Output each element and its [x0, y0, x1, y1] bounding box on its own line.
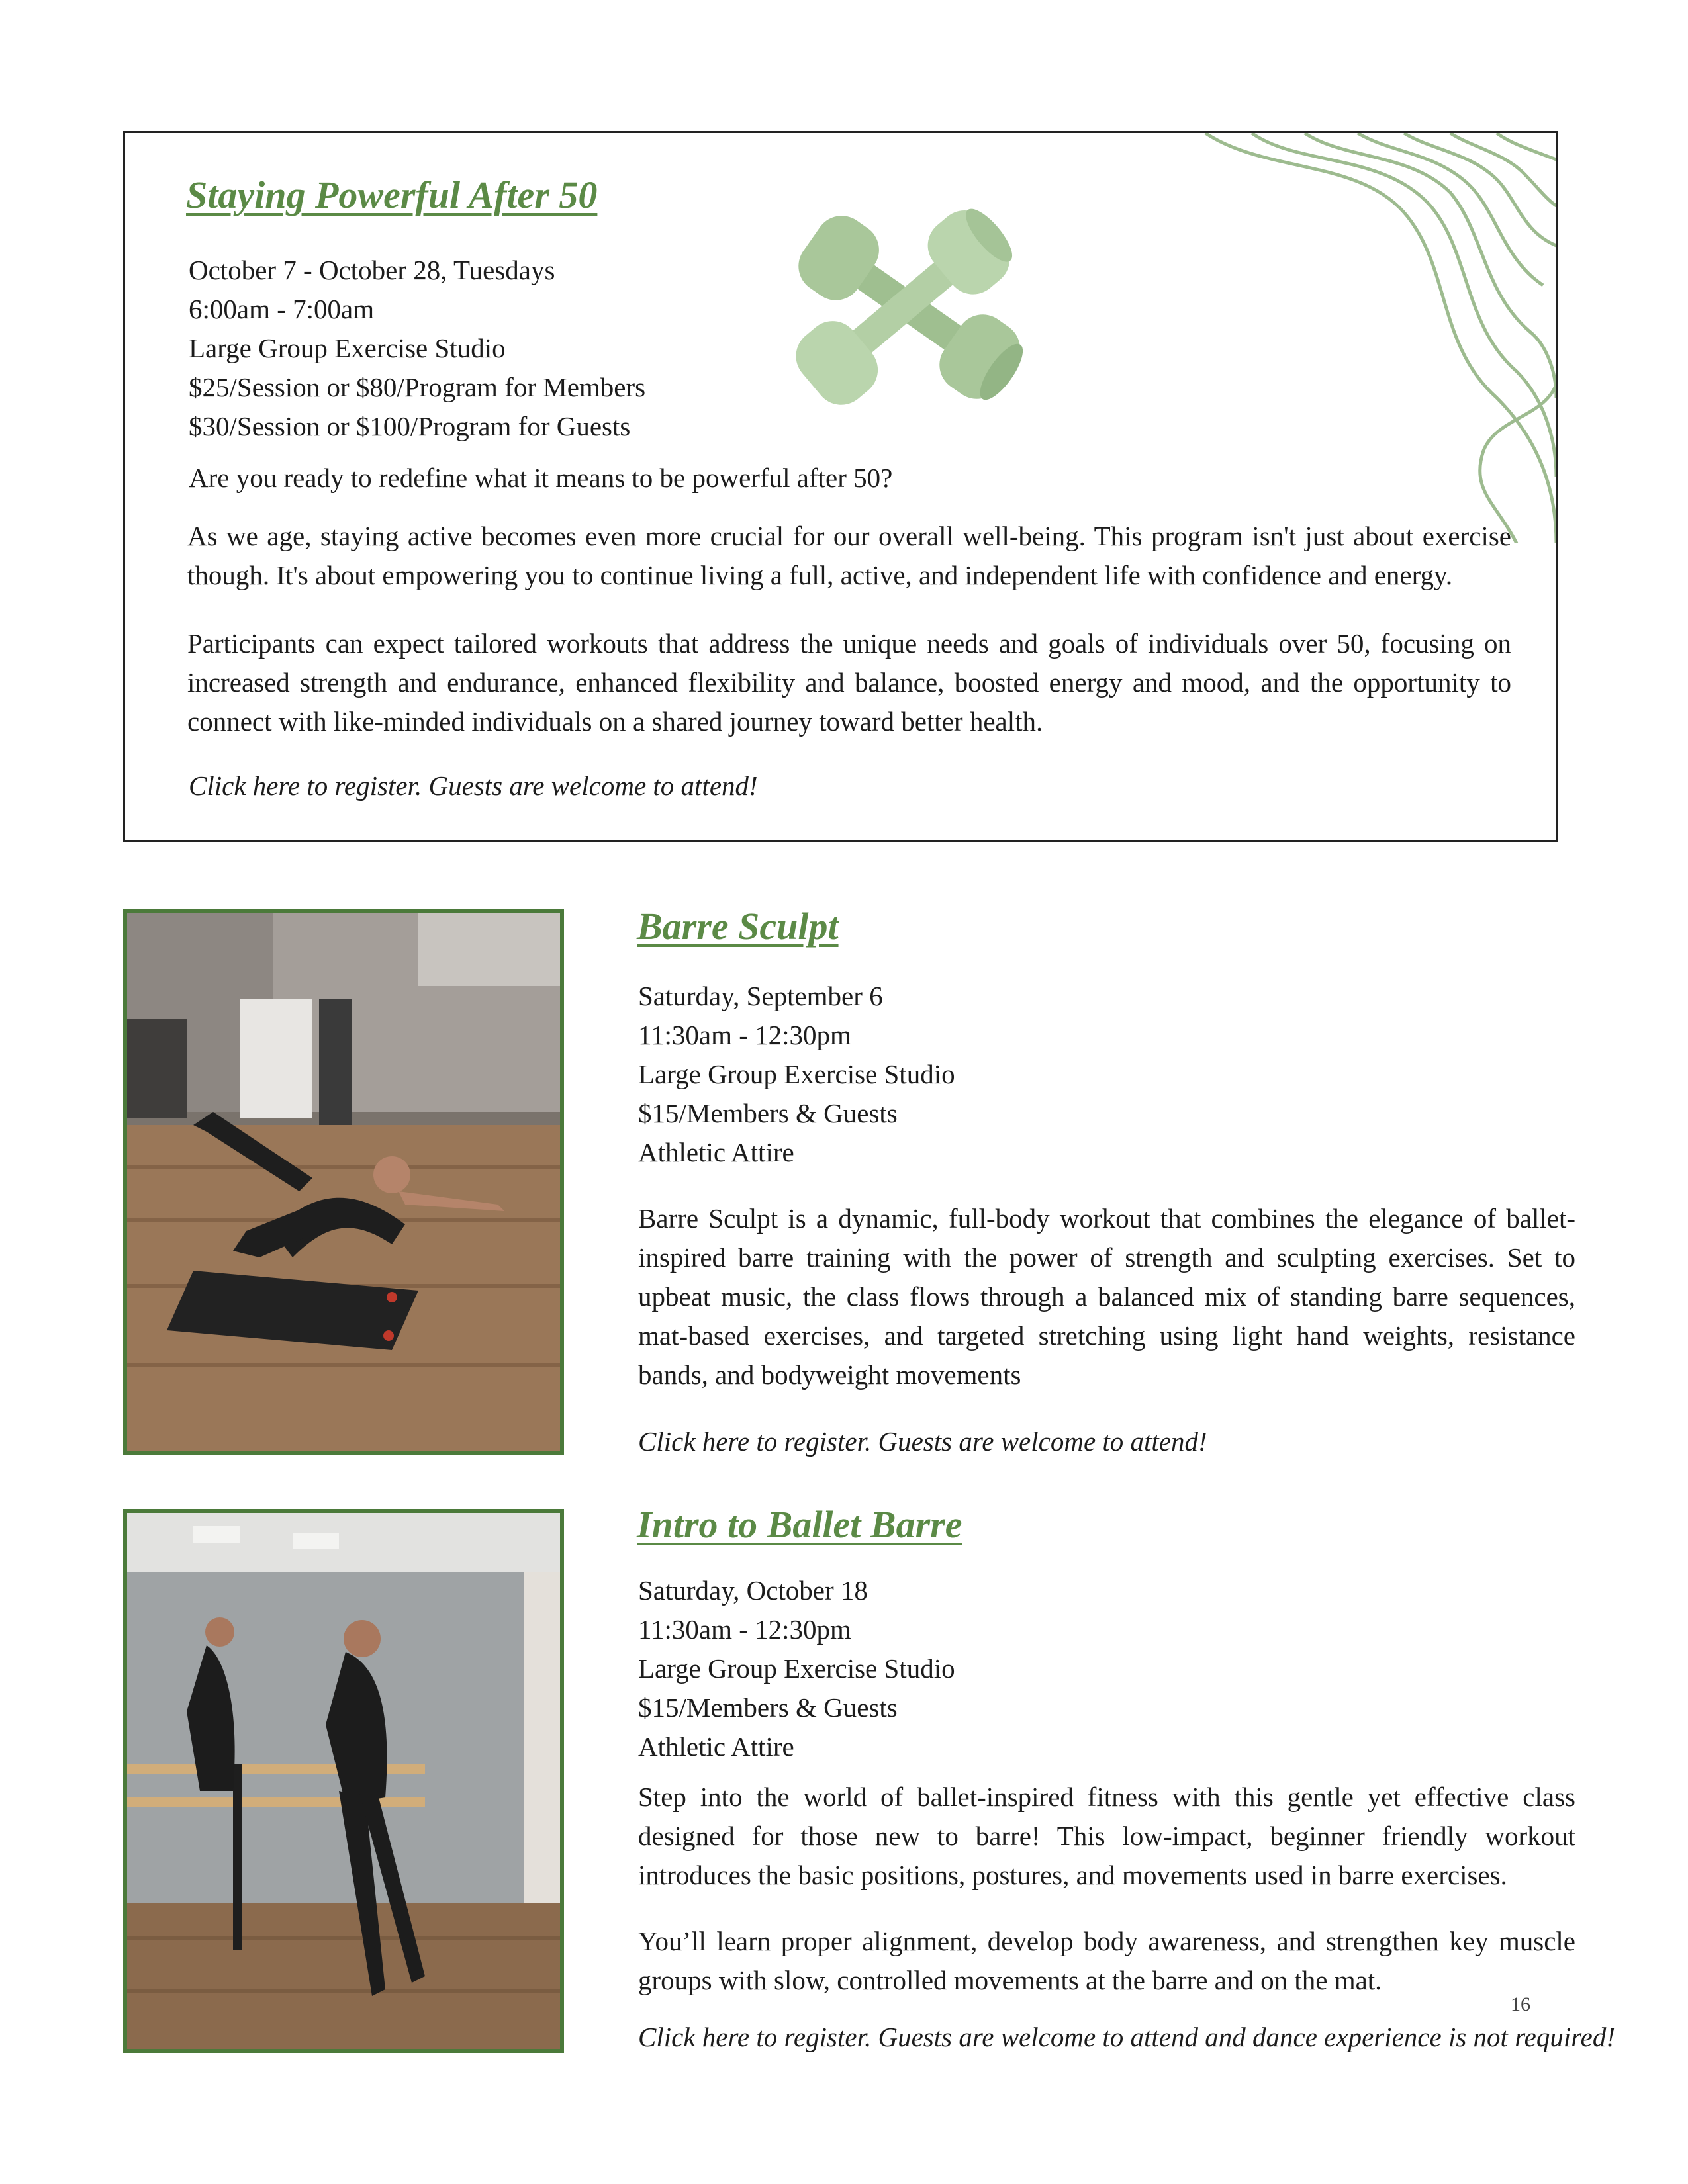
program-description: Barre Sculpt is a dynamic, full-body workout that combines the elegance of ballet-inspired barre training with the power of strength and sculpting exercises. Set to upbeat music, the class flows through a balanced mix of standing barre sequences, mat-based exercises, and targeted stretching using light hand weights, resistance bands, and bodyweight movements [638, 1203, 1575, 1390]
program-date: October 7 - October 28, Tuesdays [189, 255, 555, 285]
topographic-lines-decoration [1186, 133, 1556, 543]
photo-image [127, 1513, 560, 2049]
program-intro: Are you ready to redefine what it means to be powerful after 50? [189, 463, 893, 493]
program-date: Saturday, September 6 [638, 981, 883, 1011]
program-time: 6:00am - 7:00am [189, 294, 375, 324]
program-time: 11:30am - 12:30pm [638, 1020, 851, 1050]
program-description: You’ll learn proper alignment, develop body awareness, and strengthen key muscle groups with slow, controlled movements at the barre and on the mat. [638, 1926, 1575, 1995]
program-attire: Athletic Attire [638, 1731, 794, 1762]
program-price-members: $25/Session or $80/Program for Members [189, 372, 646, 402]
program-location: Large Group Exercise Studio [638, 1653, 955, 1684]
program-price: $15/Members & Guests [638, 1692, 898, 1723]
program-details [638, 1571, 955, 1766]
page-number: 16 [1511, 1993, 1530, 2015]
program-details [638, 977, 955, 1172]
photo-image [127, 913, 560, 1451]
register-link[interactable]: Click here to register. Guests are welcome to attend and dance experience is not required! [638, 2022, 1615, 2052]
ballet-barre-photo [123, 1509, 564, 2053]
program-price: $15/Members & Guests [638, 1098, 898, 1128]
program-location: Large Group Exercise Studio [189, 333, 506, 363]
register-link[interactable]: Click here to register. Guests are welcome to attend! [189, 770, 758, 801]
barre-sculpt-photo [123, 909, 564, 1455]
program-time: 11:30am - 12:30pm [638, 1614, 851, 1645]
program-title[interactable]: Staying Powerful After 50 [186, 173, 598, 216]
program-details [189, 251, 645, 446]
program-title[interactable]: Barre Sculpt [637, 905, 839, 948]
program-title[interactable]: Intro to Ballet Barre [637, 1503, 962, 1546]
program-description: Step into the world of ballet-inspired fitness with this gentle yet effective class designed for those new to barre! This low-impact, beginner friendly workout introduces the basic positions, postures, and movements used in barre exercises. [638, 1782, 1575, 1890]
register-link[interactable]: Click here to register. Guests are welcome to attend! [638, 1426, 1207, 1457]
program-description: Participants can expect tailored workouts that address the unique needs and goals of individuals over 50, focusing on increased strength and endurance, enhanced flexibility and balance, boosted energy and mood, and the opportunity to connect with like-minded individuals on a shared journey toward better health. [187, 628, 1511, 737]
program-price-guests: $30/Session or $100/Program for Guests [189, 411, 631, 441]
program-description: As we age, staying active becomes even more crucial for our overall well-being. This program isn't just about exercise though. It's about empowering you to continue living a full, active, and independent life with confidence and energy. [187, 521, 1511, 590]
program-attire: Athletic Attire [638, 1137, 794, 1167]
program-date: Saturday, October 18 [638, 1575, 868, 1606]
dumbbells-icon [767, 199, 1045, 424]
program-card-staying-powerful [123, 131, 1558, 842]
program-location: Large Group Exercise Studio [638, 1059, 955, 1089]
